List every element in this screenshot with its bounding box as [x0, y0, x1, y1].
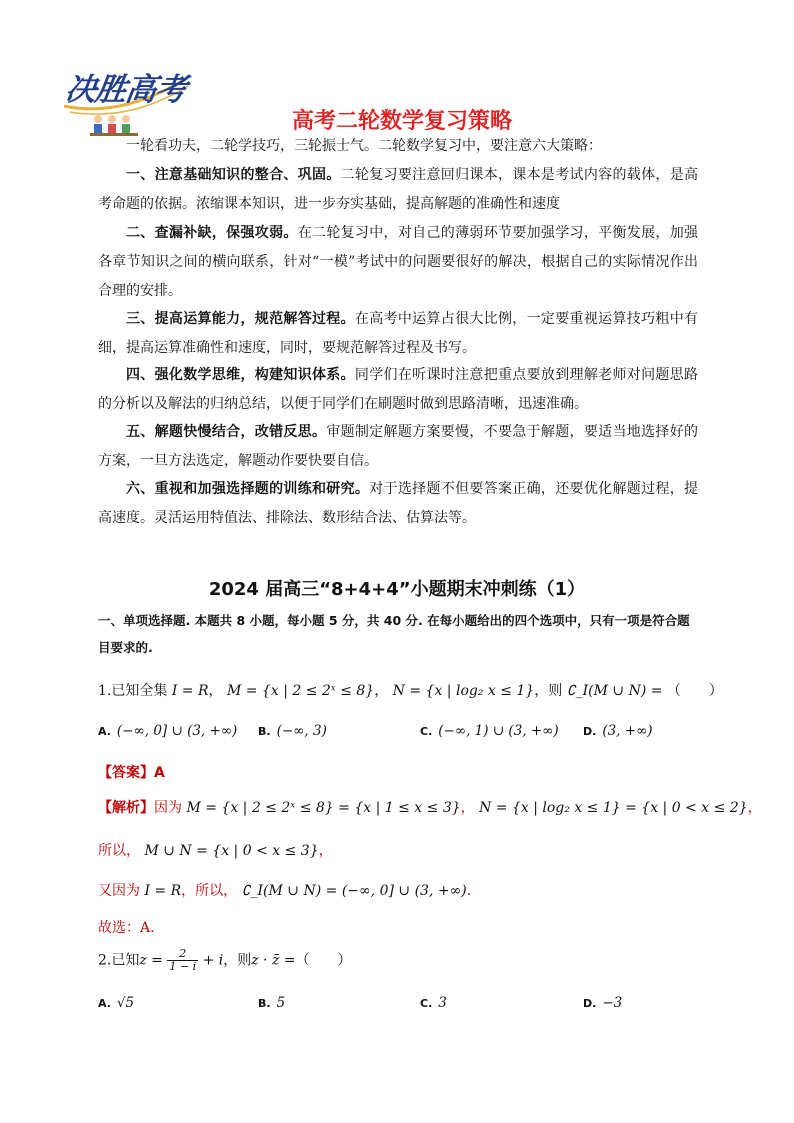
strategy-item-body: 在二轮复习中，对自己的薄弱环节要加强学习，平衡发展，加强各章节知识之间的横向联系，针对“一模”考试中的问题要很好的解决，根据自己的实际情况作出合理的安排。: [98, 225, 699, 299]
q1-expr: ∁_I(M ∪ N) =: [566, 683, 663, 699]
exercise-title: 2024 届高三“8+4+4”小题期末冲刺练（1）: [208, 579, 586, 600]
analysis-text: ，所以，: [181, 883, 238, 899]
q1-option-a[interactable]: [98, 723, 237, 739]
fraction-numerator: 2: [167, 948, 198, 961]
q1-set-i: I = R: [171, 683, 209, 699]
q2-blank: （ ）: [295, 952, 352, 969]
q1-prefix: 1.已知全集: [98, 683, 168, 699]
strategy-item-6: [98, 475, 698, 533]
q2-option-c[interactable]: [420, 995, 447, 1011]
q2-expr: z · z̄ =: [251, 952, 296, 969]
strategy-item-head: 四、强化数学思维，构建知识体系。: [126, 367, 355, 383]
analysis-math-complement: ∁_I(M ∪ N) = (−∞, 0] ∪ (3, +∞): [241, 883, 467, 899]
q1-analysis-line-1: 【解析】因为 M = {x | 2 ≤ 2ˣ ≤ 8} = {x | 1 ≤ x ≤ 3}， N = {x | log₂ x ≤ 1} = {x | 0 < x ≤ 2}，: [98, 800, 762, 816]
answer-label: 【答案】A: [98, 765, 165, 781]
analysis-math-union: M ∪ N = {x | 0 < x ≤ 3}: [144, 843, 319, 859]
option-text: 3: [438, 995, 447, 1011]
option-text: (3, +∞): [602, 723, 653, 739]
strategy-item-body: 同学们在听课时注意把重点要放到理解老师对问题思路的分析以及解法的归纳总结，以便于同学们在刷题时做到思路清晰，迅速准确。: [98, 367, 698, 412]
fraction-denominator: 1 − i: [169, 960, 197, 973]
option-text: (−∞, 0] ∪ (3, +∞): [116, 723, 238, 739]
q1-conclusion: 故选：A.: [98, 920, 155, 936]
option-text: (−∞, 1) ∪ (3, +∞): [438, 723, 559, 739]
strategy-item-body: 在高考中运算占很大比例，一定要重视运算技巧粗中有细，提高运算准确性和速度，同时，要规范解答过程及书写。: [98, 311, 698, 356]
analysis-text: 又因为: [98, 883, 140, 899]
option-text: 5: [276, 995, 286, 1011]
q1-set-n: N = {x | log₂ x ≤ 1}: [392, 683, 535, 699]
strategy-item-body: 对于选择题不但要答案正确，还要优化解题过程，提高速度。灵活运用特值法、排除法、数形结合法、估算法等。: [98, 481, 699, 526]
analysis-math-m: M = {x | 2 ≤ 2ˣ ≤ 8} = {x | 1 ≤ x ≤ 3}: [186, 800, 461, 816]
option-text: (−∞, 3): [276, 723, 327, 739]
option-label: C.: [420, 725, 433, 738]
option-label: C.: [420, 997, 433, 1010]
strategy-item-head: 六、重视和加强选择题的训练和研究。: [126, 481, 370, 497]
option-label: D.: [583, 997, 597, 1010]
option-text: √5: [116, 995, 135, 1011]
q1-answer: [98, 762, 165, 782]
q1-ask: ，则: [534, 683, 563, 699]
analysis-math-i: I = R: [144, 883, 182, 899]
option-label: A.: [98, 997, 111, 1010]
q1-option-d[interactable]: [583, 723, 653, 739]
logo-text: 决胜高考: [62, 72, 189, 108]
strategy-item-head: 五、解题快慢结合，改错反思。: [126, 424, 327, 440]
exercise-instructions: 一、单项选择题. 本题共 8 小题，每小题 5 分，共 40 分. 在每小题给出的四个选项中，只有一项是符合题目要求的.: [98, 613, 690, 655]
q1-option-b[interactable]: [258, 723, 327, 739]
q1-set-m: M = {x | 2 ≤ 2ˣ ≤ 8}: [226, 683, 375, 699]
strategy-item-5: [98, 418, 698, 476]
q2-option-d[interactable]: [583, 995, 622, 1011]
question-1: 1.已知全集 I = R， M = {x | 2 ≤ 2ˣ ≤ 8}， N = {x | log₂ x ≤ 1}，则 ∁_I(M ∪ N) = （ ）: [98, 683, 723, 699]
strategy-item-head: 一、注意基础知识的整合、巩固。: [126, 167, 341, 183]
option-label: A.: [98, 725, 111, 738]
strategy-title: 高考二轮数学复习策略: [291, 109, 512, 134]
q2-prefix: 2.已知: [98, 952, 140, 969]
q2-z-rest: + i: [202, 952, 224, 969]
analysis-math-n: N = {x | log₂ x ≤ 1} = {x | 0 < x ≤ 2}: [479, 800, 748, 816]
strategy-item-head: 二、查漏补缺，保强攻弱。: [126, 225, 298, 241]
q2-ask: ，则: [223, 952, 252, 969]
analysis-text: 所以，: [98, 843, 140, 859]
q1-blank: （ ）: [666, 683, 723, 699]
q2-z-lhs: z =: [139, 952, 163, 969]
option-label: B.: [258, 997, 271, 1010]
q1-option-c[interactable]: [420, 723, 559, 739]
strategy-item-head: 三、提高运算能力，规范解答过程。: [126, 311, 355, 327]
strategy-item-4: [98, 361, 698, 419]
q2-option-a[interactable]: [98, 995, 134, 1011]
strategy-item-1: [98, 161, 698, 219]
strategy-intro: 一轮看功夫，二轮学技巧，三轮振士气。二轮数学复习中，要注意六大策略：: [126, 138, 602, 154]
strategy-item-body: 二轮复习要注意回归课本，课本是考试内容的载体，是高考命题的依据。浓缩课本知识，进一步夯实基础，提高解题的准确性和速度: [98, 167, 699, 212]
q2-fraction: [167, 948, 198, 973]
option-label: B.: [258, 725, 271, 738]
q1-analysis-line-3: 又因为 I = R，所以， ∁_I(M ∪ N) = (−∞, 0] ∪ (3, +∞).: [98, 883, 472, 899]
option-label: D.: [583, 725, 597, 738]
strategy-item-2: [98, 219, 698, 306]
q2-option-b[interactable]: [258, 995, 285, 1011]
question-2: [98, 948, 352, 973]
strategy-item-3: [98, 305, 698, 363]
option-text: −3: [602, 995, 623, 1011]
analysis-label: 【解析】: [98, 800, 154, 816]
q1-analysis-line-2: 所以， M ∪ N = {x | 0 < x ≤ 3}，: [98, 843, 333, 859]
analysis-text: 因为: [154, 800, 182, 816]
strategy-item-body: 审题制定解题方案要慢，不要急于解题，要适当地选择好的方案，一旦方法选定，解题动作要快要自信。: [98, 424, 699, 469]
